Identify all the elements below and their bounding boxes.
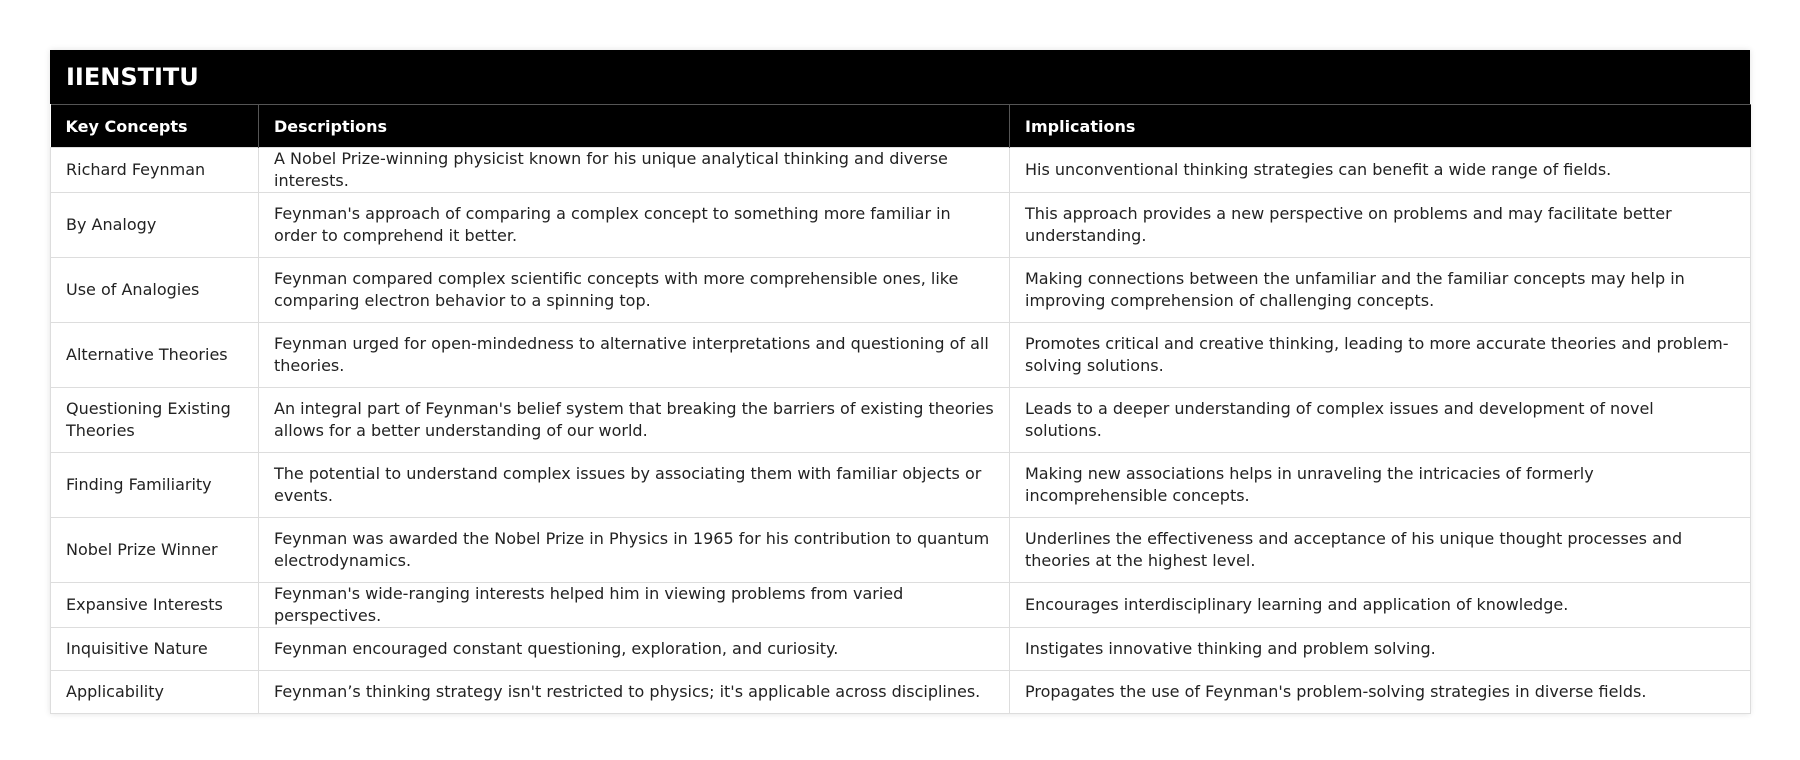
table-row (51, 583, 1751, 628)
implication-cell: Making connections between the unfamiliar and the familiar concepts may help in improving comprehension of challenging concepts. (1010, 258, 1751, 323)
table-row (51, 671, 1751, 714)
implication-cell: Making new associations helps in unraveling the intricacies of formerly incomprehensible concepts. (1010, 453, 1751, 518)
table-row (51, 323, 1751, 388)
table-row (51, 453, 1751, 518)
description-cell: Feynman encouraged constant questioning, exploration, and curiosity. (259, 628, 1010, 671)
concepts-table (50, 104, 1751, 714)
table-row (51, 518, 1751, 583)
table-row (51, 628, 1751, 671)
description-cell: Feynman's wide-ranging interests helped him in viewing problems from varied perspectives. (259, 583, 1010, 628)
table-row (51, 148, 1751, 193)
key-concept-cell: Questioning Existing Theories (51, 388, 259, 453)
key-concept-cell: Inquisitive Nature (51, 628, 259, 671)
implication-cell: This approach provides a new perspective on problems and may facilitate better understanding. (1010, 193, 1751, 258)
key-concept-cell: Applicability (51, 671, 259, 714)
implication-cell: His unconventional thinking strategies can benefit a wide range of fields. (1010, 148, 1751, 193)
table-title: IIENSTITU (50, 50, 1750, 104)
column-header-implications: Implications (1010, 105, 1751, 148)
key-concept-cell: Nobel Prize Winner (51, 518, 259, 583)
key-concept-cell: Finding Familiarity (51, 453, 259, 518)
description-cell: An integral part of Feynman's belief system that breaking the barriers of existing theories allows for a better understanding of our world. (259, 388, 1010, 453)
key-concept-cell: Use of Analogies (51, 258, 259, 323)
column-header-descriptions: Descriptions (259, 105, 1010, 148)
column-header-key-concepts: Key Concepts (51, 105, 259, 148)
table-row (51, 258, 1751, 323)
description-cell: Feynman urged for open-mindedness to alternative interpretations and questioning of all theories. (259, 323, 1010, 388)
concepts-table-container (50, 50, 1750, 714)
key-concept-cell: Expansive Interests (51, 583, 259, 628)
table-row (51, 388, 1751, 453)
description-cell: Feynman compared complex scientific concepts with more comprehensible ones, like comparing electron behavior to a spinning top. (259, 258, 1010, 323)
description-cell: A Nobel Prize-winning physicist known for his unique analytical thinking and diverse interests. (259, 148, 1010, 193)
key-concept-cell: By Analogy (51, 193, 259, 258)
implication-cell: Leads to a deeper understanding of complex issues and development of novel solutions. (1010, 388, 1751, 453)
implication-cell: Instigates innovative thinking and problem solving. (1010, 628, 1751, 671)
table-row (51, 193, 1751, 258)
implication-cell: Encourages interdisciplinary learning and application of knowledge. (1010, 583, 1751, 628)
table-header-row (51, 105, 1751, 148)
description-cell: The potential to understand complex issues by associating them with familiar objects or events. (259, 453, 1010, 518)
implication-cell: Promotes critical and creative thinking, leading to more accurate theories and problem-solving solutions. (1010, 323, 1751, 388)
description-cell: Feynman's approach of comparing a complex concept to something more familiar in order to comprehend it better. (259, 193, 1010, 258)
description-cell: Feynman’s thinking strategy isn't restricted to physics; it's applicable across disciplines. (259, 671, 1010, 714)
implication-cell: Underlines the effectiveness and acceptance of his unique thought processes and theories at the highest level. (1010, 518, 1751, 583)
key-concept-cell: Richard Feynman (51, 148, 259, 193)
description-cell: Feynman was awarded the Nobel Prize in Physics in 1965 for his contribution to quantum electrodynamics. (259, 518, 1010, 583)
implication-cell: Propagates the use of Feynman's problem-solving strategies in diverse fields. (1010, 671, 1751, 714)
key-concept-cell: Alternative Theories (51, 323, 259, 388)
